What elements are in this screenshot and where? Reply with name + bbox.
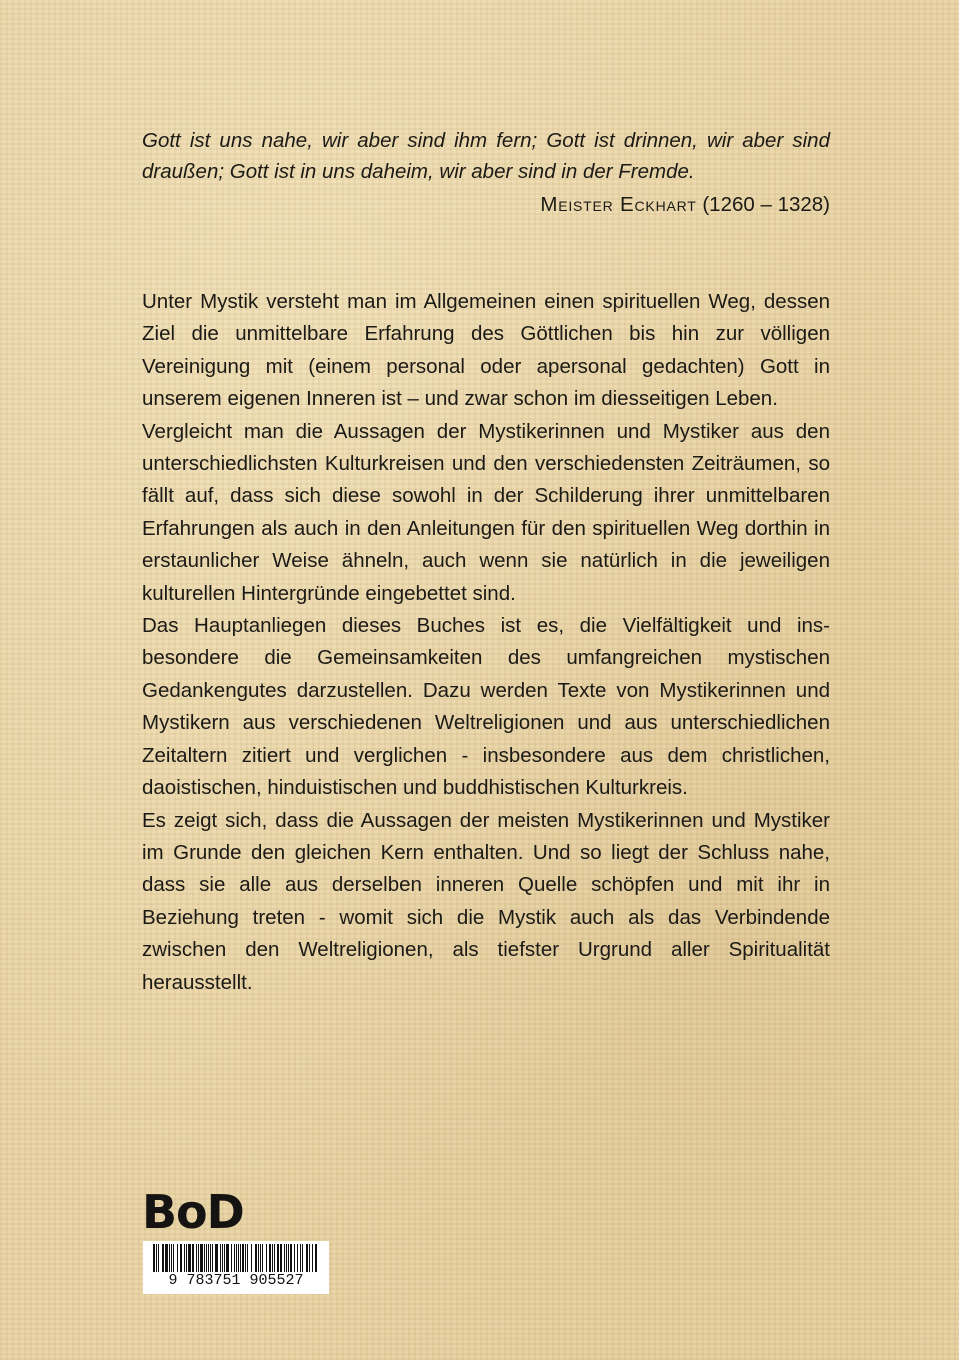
- blurb-paragraph-4: Es zeigt sich, dass die Aussagen der meisten Mystikerinnen und Mystiker im Grunde den gleichen Kern enthalten. Und so liegt der Schluss nahe, dass sie alle aus derselben inneren Quelle schöpfen und mit ihr in Beziehung treten - womit sich die Mystik auch als das Verbindende zwischen den Weltreligionen, als tiefster Urgrund aller Spiritualität herausstellt.: [142, 808, 830, 994]
- blurb-paragraph-1: Unter Mystik versteht man im Allgemeinen einen spirituellen Weg, dessen Ziel die unmittelbare Erfahrung des Göttlichen bis hin zur völligen Vereinigung mit (einem personal oder apersonal gedachten) Gott in unserem eigenen Inneren ist – und zwar schon im diesseitigen Leben.: [142, 290, 830, 411]
- epigraph-quote: Gott ist uns nahe, wir aber sind ihm fern; Gott ist drinnen, wir aber sind draußen; Gott ist in uns daheim, wir aber sind in der Fremde.: [142, 129, 830, 183]
- barcode-bar: [251, 1244, 252, 1272]
- barcode-bar: [222, 1244, 223, 1272]
- barcode-bar: [284, 1244, 285, 1272]
- barcode-bar: [200, 1244, 203, 1272]
- barcode-bar: [266, 1244, 267, 1272]
- epigraph-author: [142, 189, 830, 220]
- barcode-bar: [255, 1244, 257, 1272]
- barcode-bar: [162, 1244, 164, 1272]
- barcode-bar: [245, 1244, 246, 1272]
- barcode-bar: [309, 1244, 310, 1272]
- barcode-bar: [188, 1244, 191, 1272]
- barcode-bar: [173, 1244, 174, 1272]
- barcode-bar: [306, 1244, 308, 1272]
- blurb-paragraph-3: Das Hauptanliegen dieses Buches ist es, die Vielfältigkeit und insbesondere die Gemeinsamkeiten des umfangreichen mystischen Gedankengutes darzustellen. Dazu werden Texte von Mystikerinnen und Mystikern aus verschiedenen Weltreligionen und aus unterschiedlichen Zeitaltern zitiert und verglichen - insbesondere aus dem christlichen, daoistischen, hinduistischen und buddhistischen Kulturkreis.: [142, 614, 830, 800]
- barcode-bar: [240, 1244, 241, 1272]
- publisher-logo: BoD: [142, 1185, 244, 1239]
- epigraph-author-name: Meister Eckhart: [540, 193, 697, 216]
- barcode-bar: [226, 1244, 229, 1272]
- barcode-bar: [212, 1244, 213, 1272]
- barcode-bar: [180, 1244, 182, 1272]
- barcode-bars: [151, 1244, 321, 1272]
- barcode-bar: [302, 1244, 303, 1272]
- barcode-bar: [234, 1244, 235, 1272]
- barcode-bar: [258, 1244, 259, 1272]
- barcode-bar: [236, 1244, 237, 1272]
- barcode-bar: [262, 1244, 263, 1272]
- barcode-bar: [208, 1244, 209, 1272]
- barcode-bar: [198, 1244, 199, 1272]
- barcode-bar: [196, 1244, 197, 1272]
- barcode-bar: [153, 1244, 155, 1272]
- barcode-bar: [171, 1244, 172, 1272]
- isbn-barcode: [143, 1241, 329, 1294]
- barcode-bar: [315, 1244, 317, 1272]
- barcode-bar: [224, 1244, 225, 1272]
- barcode-bar: [286, 1244, 287, 1272]
- barcode-bar: [247, 1244, 248, 1272]
- barcode-bar: [290, 1244, 292, 1272]
- barcode-bar: [177, 1244, 178, 1272]
- barcode-bar: [288, 1244, 289, 1272]
- barcode-bar: [192, 1244, 194, 1272]
- barcode-bar: [269, 1244, 271, 1272]
- blurb-paragraph-2: Vergleicht man die Aussagen der Mystikerinnen und Mystiker aus den unterschiedlichsten Kulturkreisen und den verschiedensten Zeiträumen, so fällt auf, dass sich diese sowohl in der Schilderung ihrer unmittelbaren Erfahrungen als auch in den Anleitungen für den spirituellen Weg dorthin in erstaunlicher Weise ähneln, auch wenn sie natürlich in die jeweiligen kulturellen Hintergründe eingebettet sind.: [142, 419, 830, 605]
- epigraph-author-years: (1260 – 1328): [702, 193, 830, 216]
- barcode-bar: [165, 1244, 168, 1272]
- barcode-bar: [184, 1244, 185, 1272]
- barcode-bar: [156, 1244, 157, 1272]
- isbn-digits: 9 783751 905527: [168, 1272, 304, 1289]
- barcode-bar: [186, 1244, 187, 1272]
- barcode-bar: [260, 1244, 261, 1272]
- barcode-bar: [294, 1244, 295, 1272]
- barcode-bar: [300, 1244, 301, 1272]
- barcode-bar: [274, 1244, 275, 1272]
- barcode-bar: [272, 1244, 273, 1272]
- barcode-bar: [297, 1244, 298, 1272]
- barcode-bar: [169, 1244, 170, 1272]
- barcode-bar: [204, 1244, 205, 1272]
- barcode-bar: [238, 1244, 239, 1272]
- barcode-bar: [210, 1244, 211, 1272]
- blurb: [142, 286, 830, 999]
- barcode-bar: [206, 1244, 207, 1272]
- barcode-bar: [312, 1244, 313, 1272]
- barcode-bar: [277, 1244, 279, 1272]
- barcode-bar: [242, 1244, 244, 1272]
- barcode-bar: [215, 1244, 218, 1272]
- barcode-bar: [280, 1244, 282, 1272]
- barcode-bar: [231, 1244, 232, 1272]
- barcode-bar: [158, 1244, 159, 1272]
- barcode-bar: [220, 1244, 221, 1272]
